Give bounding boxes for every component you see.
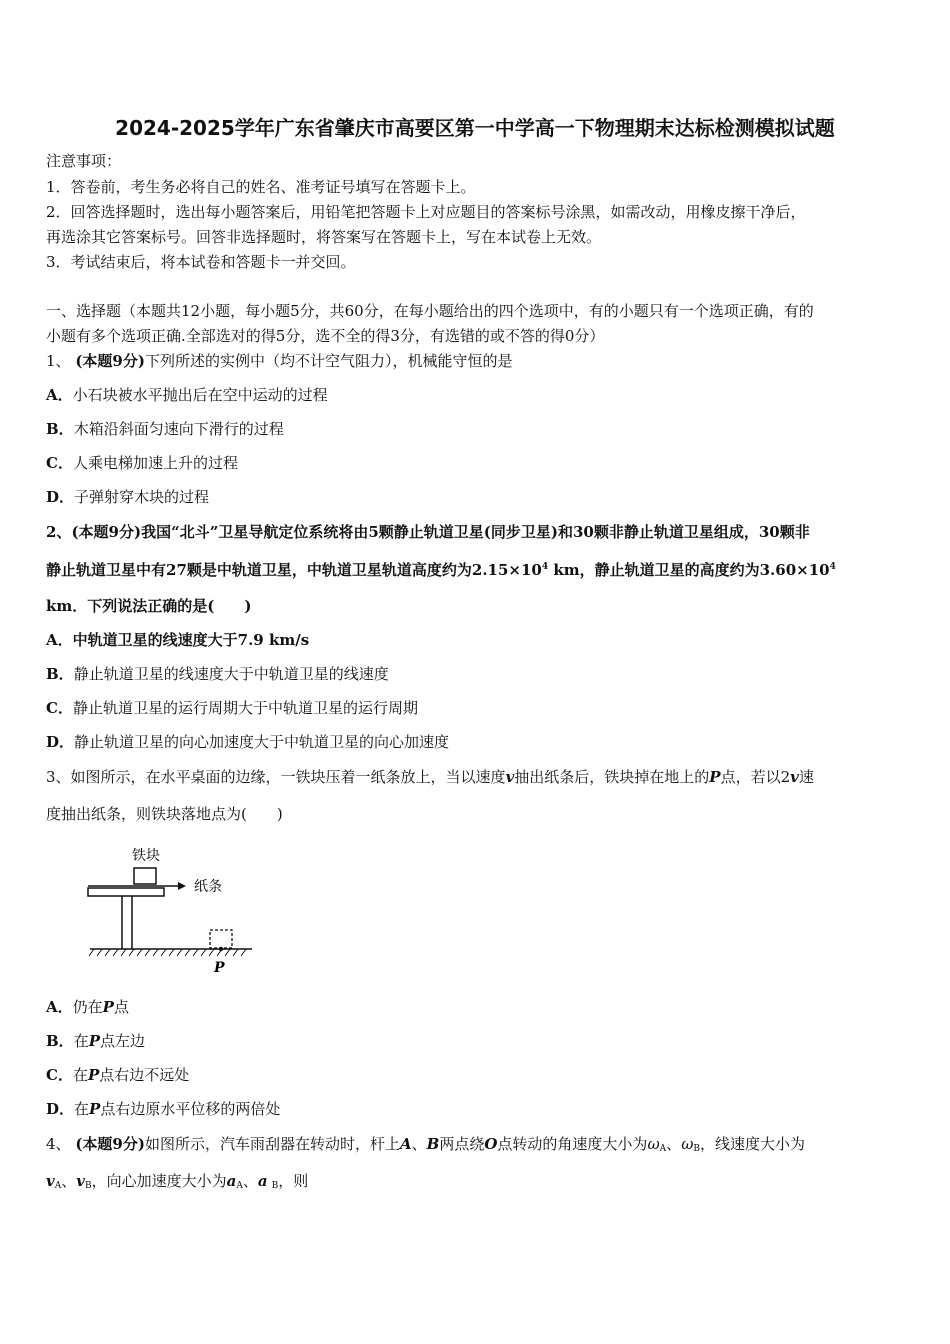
q2-line-1 [46, 522, 810, 542]
q1-option-c-label: C． [46, 454, 73, 472]
q1-stem-text: 下列所述的实例中（均不计空气阻力），机械能守恒的是 [144, 352, 513, 370]
q2-option-d [46, 732, 449, 752]
q4-v-b-sub: B [84, 1181, 92, 1191]
q1-option-a-label: A． [46, 386, 73, 404]
q3-line-1a: 如图所示，在水平桌面的边缘，一铁块压着一纸条放上，当以速度 [70, 768, 506, 786]
q4-line-1 [46, 1134, 805, 1154]
q1-option-c [46, 453, 238, 473]
q4-sep2: 、 [666, 1135, 682, 1153]
q2-option-a-label: A． [46, 631, 73, 649]
q3-option-a-2: 点 [113, 998, 129, 1016]
q4-line-2 [46, 1171, 308, 1191]
q2-line-2b: km，静止轨道卫星的高度约为3.60×10 [548, 561, 830, 579]
q1-option-c-text: 人乘电梯加速上升的过程 [72, 454, 238, 472]
q3-option-c-1: 在 [72, 1066, 88, 1084]
page-title: 2024-2025学年广东省肇庆市高要区第一中学高一下物理期末达标检测模拟试题 [115, 116, 835, 140]
q1-option-d-text: 子弹射穿木块的过程 [74, 488, 210, 506]
notice-heading: 注意事项： [46, 152, 122, 170]
q2-option-d-text: 静止轨道卫星的向心加速度大于中轨道卫星的向心加速度 [74, 733, 450, 751]
section-line-1: 一、选择题（本题共12小题，每小题5分，共60分，在每小题给出的四个选项中，有的小题只有一个选项正确，有的 [46, 302, 814, 320]
q1-option-d [46, 487, 209, 507]
q4-a-a-sub: A [236, 1181, 243, 1191]
q1-option-b-text: 木箱沿斜面匀速向下滑行的过程 [73, 420, 284, 438]
q2-line-2a: 静止轨道卫星中有27颗是中轨道卫星，中轨道卫星轨道高度约为2.15×10 [46, 561, 542, 579]
q4-sep3: 、 [61, 1172, 77, 1190]
q2-option-a-text: 中轨道卫星的线速度大于7.9 km/s [72, 631, 310, 649]
q3-option-d-label: D． [46, 1100, 75, 1118]
q3-option-c-2: 点右边不远处 [99, 1066, 190, 1084]
q3-option-a-p: P [102, 998, 114, 1016]
q2-option-d-label: D． [46, 733, 75, 751]
q4-points: (本题9分) [75, 1135, 145, 1153]
q1-option-b [46, 419, 284, 439]
q3-option-b-label: B． [46, 1032, 74, 1050]
q2-option-a [46, 630, 309, 650]
q4-t4: ，线速度大小为 [700, 1135, 806, 1153]
table-top [88, 888, 164, 896]
q4-sep1: 、 [411, 1135, 427, 1153]
q3-p: P [709, 768, 721, 786]
notice-item-2b: 再选涂其它答案标号。回答非选择题时，将答案写在答题卡上，写在本试卷上无效。 [46, 228, 602, 246]
q4-point-a: A [399, 1135, 412, 1153]
iron-block [134, 868, 156, 884]
q3-option-d [46, 1099, 280, 1119]
q3-option-a-label: A． [46, 998, 73, 1016]
q3-line-1 [46, 767, 814, 787]
notice-item-1: 1．答卷前，考生务必将自己的姓名、准考证号填写在答题卡上。 [46, 178, 476, 196]
q3-option-b [46, 1031, 145, 1051]
q4-t2: 两点绕 [439, 1135, 485, 1153]
q2-option-c-label: C． [46, 699, 73, 717]
figure-label-block: 铁块 [132, 848, 160, 864]
figure-label-strip: 纸条 [194, 879, 222, 895]
q2-option-b-label: B． [46, 665, 74, 683]
q4-a-b-sub: B [271, 1181, 279, 1191]
q1-option-d-label: D． [46, 488, 75, 506]
q3-v: v [505, 768, 515, 786]
q4-omega-b-sub: B [693, 1144, 701, 1154]
q3-option-d-1: 在 [74, 1100, 90, 1118]
q3-option-c-p: P [87, 1066, 100, 1084]
q4-point-b: B [426, 1135, 440, 1153]
q2-exponent-2: 4 [829, 562, 836, 572]
q3-option-a [46, 997, 129, 1017]
q1-option-b-label: B． [46, 420, 74, 438]
q3-figure [86, 846, 266, 976]
q2-points: (本题9分) [71, 523, 142, 541]
arrow-icon [178, 882, 186, 890]
q4-t3: 点转动的角速度大小为 [497, 1135, 648, 1153]
q3-option-d-2: 点右边原水平位移的两倍处 [100, 1100, 281, 1118]
q4-v-a-sub: A [54, 1181, 62, 1191]
q3-line-1d: 速 [798, 768, 814, 786]
q4-point-o: O [484, 1135, 498, 1153]
q3-option-a-1: 仍在 [72, 998, 103, 1016]
q4-omega-a: ω [647, 1135, 660, 1153]
figure-label-p: P [214, 960, 225, 976]
q3-line-1c: 点，若以2 [720, 768, 791, 786]
q4-t1: 如图所示，汽车雨刮器在转动时，杆上 [144, 1135, 400, 1153]
q4-sep4: 、 [242, 1172, 258, 1190]
q2-exponent-1: 4 [541, 562, 549, 572]
q4-omega-b: ω [681, 1135, 694, 1153]
notice-item-3: 3．考试结束后，将本试卷和答题卡一并交回。 [46, 253, 356, 271]
point-p-marker [219, 947, 223, 951]
q4-omega-a-sub: A [659, 1144, 667, 1154]
q1-option-a-text: 小石块被水平抛出后在空中运动的过程 [72, 386, 328, 404]
q4-a-b: a [257, 1172, 268, 1190]
q3-line-2: 度抽出纸条，则铁块落地点为( ) [46, 805, 283, 823]
q1-points: (本题9分) [75, 352, 145, 370]
q4-v-b: v [76, 1172, 85, 1190]
q4-t5: ，向心加速度大小为 [91, 1172, 227, 1190]
q3-option-b-p: P [88, 1032, 100, 1050]
landing-block-dashed [210, 930, 232, 948]
q2-option-c [46, 698, 418, 718]
q1-stem [46, 351, 512, 371]
q2-number: 2、 [46, 523, 72, 541]
q2-line-3: km．下列说法正确的是( ) [46, 597, 252, 615]
q4-a-a: a [226, 1172, 237, 1190]
q1-option-a [46, 385, 328, 405]
notice-item-2a: 2．回答选择题时，选出每小题答案后，用铅笔把答题卡上对应题目的答案标号涂黑，如需改动，用橡皮擦干净后， [46, 203, 806, 221]
q2-option-b-text: 静止轨道卫星的线速度大于中轨道卫星的线速度 [73, 665, 389, 683]
q3-option-c-label: C． [46, 1066, 73, 1084]
q2-line-2 [46, 560, 836, 580]
q3-option-d-p: P [89, 1100, 101, 1118]
q3-option-b-2: 点左边 [99, 1032, 145, 1050]
q3-option-b-1: 在 [73, 1032, 89, 1050]
q2-line-1-text: 我国“北斗”卫星导航定位系统将由5颗静止轨道卫星(同步卫星)和30颗非静止轨道卫星组成，30颗非 [141, 523, 810, 541]
q4-number: 4、 [46, 1135, 71, 1153]
q4-v-a: v [46, 1172, 55, 1190]
q1-number: 1、 [46, 352, 71, 370]
q2-option-b [46, 664, 389, 684]
q3-line-1b: 抽出纸条后，铁块掉在地上的 [514, 768, 710, 786]
section-line-2: 小题有多个选项正确.全部选对的得5分，选不全的得3分，有选错的或不答的得0分） [46, 327, 605, 345]
q4-t6: ，则 [278, 1172, 309, 1190]
q3-option-c [46, 1065, 189, 1085]
q3-v2: v [790, 768, 799, 786]
q3-number: 3、 [46, 768, 71, 786]
q2-option-c-text: 静止轨道卫星的运行周期大于中轨道卫星的运行周期 [72, 699, 418, 717]
